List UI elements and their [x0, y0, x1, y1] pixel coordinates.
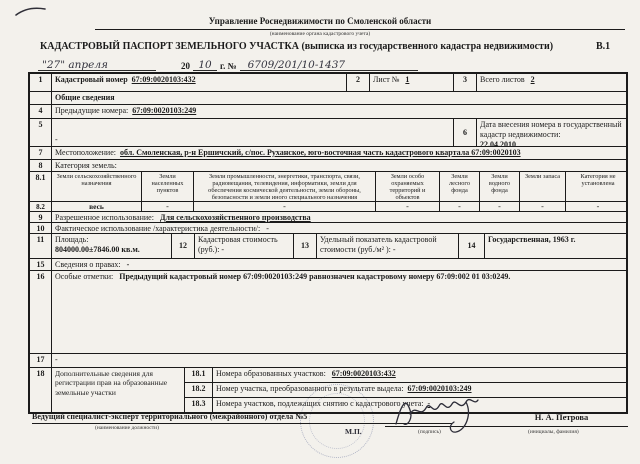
- row-general-info: [30, 92, 626, 105]
- transformed-parcel-value: 67:09:0020103:249: [407, 384, 472, 393]
- year-prefix: 20: [181, 61, 190, 71]
- formed-parcels-label: Номера образованных участков:: [216, 369, 326, 378]
- subrow-18-1: [185, 368, 626, 383]
- row-number: 5: [30, 119, 52, 146]
- row-category-headers: [30, 172, 626, 202]
- entry-date-value: 22.04.2010: [480, 140, 516, 146]
- handwritten-doc-number: 6709/201/10-1437: [240, 60, 418, 72]
- special-notes-value: Предыдущий кадастровый номер 67:09:0020103:249 равнозначен кадастровому номеру 67:09:002 01 03:0249.: [119, 272, 511, 281]
- previous-numbers-value: 67:09:0020103:249: [132, 106, 197, 115]
- total-sheets-value: 2: [530, 75, 535, 84]
- category-col-water: Земли водного фонда: [480, 172, 520, 201]
- category-col-unset: Категория не установлена: [580, 173, 616, 188]
- row-number-empty: [30, 92, 52, 104]
- official-name: Н. А. Петрова: [534, 412, 589, 422]
- org-underline: [95, 29, 625, 30]
- unit-cost-label: Удельный показатель кадастровой стоимости (руб./м² ):: [320, 235, 437, 254]
- entry-date-label: Дата внесения номера в государственный кадастр недвижимости:: [480, 120, 622, 139]
- land-category-label: Категория земель:: [55, 161, 117, 170]
- row-number: 8.2: [30, 202, 52, 211]
- cadastral-number-value: 67:09:0020103:432: [131, 75, 196, 84]
- row-permitted-use: [30, 212, 626, 223]
- row-number: 4: [30, 105, 52, 118]
- row17-value: -: [55, 355, 58, 364]
- actual-use-value: -: [266, 224, 269, 233]
- category-value-protected: -: [376, 202, 440, 211]
- cadastral-cost-value: -: [221, 245, 225, 254]
- row-additional-info: [30, 368, 626, 412]
- row5-dash: -: [55, 135, 58, 144]
- location-label: Местоположение:: [55, 148, 116, 157]
- stamp-place-label: М.П.: [345, 427, 362, 436]
- rights-info-value: -: [126, 260, 130, 269]
- row-number: 9: [30, 212, 52, 222]
- category-col-agriculture: Земли сельскохозяйственного назначения: [52, 172, 142, 201]
- location-cell: [52, 147, 626, 159]
- permitted-use-cell: [52, 212, 626, 222]
- category-col-reserve: Земли запаса: [520, 172, 566, 201]
- rights-info-label: Сведения о правах:: [55, 260, 121, 269]
- unit-cost-value: -: [392, 245, 396, 254]
- entry-date-cell: [477, 119, 630, 146]
- subrow-number: 18.2: [185, 383, 213, 397]
- subrow-number: 18.1: [185, 368, 213, 382]
- row-previous-numbers: [30, 105, 626, 119]
- row-number: 8: [30, 160, 52, 171]
- row-category-values: [30, 202, 626, 212]
- special-notes-cell: [52, 271, 626, 353]
- box-6: 6: [454, 119, 477, 146]
- row-number: 11: [30, 234, 52, 258]
- unit-cost-cell: [317, 234, 459, 258]
- actual-use-label: Фактическое использование /характеристика деятельности/:: [55, 224, 261, 233]
- signature-caption: (подпись): [418, 429, 441, 435]
- signature: [390, 388, 490, 436]
- total-sheets-label: Всего листов: [480, 75, 525, 84]
- position-caption: (наименование должности): [95, 425, 159, 431]
- permitted-use-label: Разрешенное использование:: [55, 213, 154, 222]
- cadastral-number-label: Кадастровый номер: [55, 75, 128, 84]
- handwritten-year: 10: [193, 60, 217, 72]
- formed-parcels-cell: [213, 368, 626, 382]
- name-caption: (инициалы, фамилия): [528, 429, 579, 435]
- box-13: 13: [294, 234, 317, 258]
- area-value: 804000.00±7846.00 кв.м.: [55, 245, 140, 254]
- special-notes-label: Особые отметки:: [55, 272, 114, 281]
- form-code: В.1: [596, 41, 611, 52]
- sheet-label: Лист №: [373, 75, 400, 84]
- category-value-settlements: -: [142, 202, 194, 211]
- row-number: 1: [30, 74, 52, 91]
- row-number: 17: [30, 354, 52, 367]
- additional-info-label: Дополнительные сведения для регистрации прав на образованные земельные участки: [52, 368, 185, 412]
- row-land-category: [30, 160, 626, 172]
- permitted-use-value: Для сельскохозяйственного производства: [159, 213, 311, 222]
- date-line: [38, 55, 598, 71]
- transformed-parcel-label: Номер участка, преобразованного в результате выдела:: [216, 384, 404, 393]
- box-14: 14: [459, 234, 485, 258]
- row-entry-date: [30, 119, 626, 147]
- org-caption: (наименование органа кадастрового учета): [269, 31, 371, 37]
- handwritten-date: "27" апреля: [38, 60, 156, 72]
- general-info-label: Общие сведения: [55, 93, 115, 102]
- row-number: 15: [30, 259, 52, 270]
- cadastral-passport-table: [28, 72, 628, 414]
- category-value-water: -: [480, 202, 520, 211]
- category-value-reserve: -: [520, 202, 566, 211]
- category-col-settlements: Земли населенных пунктов: [142, 172, 194, 201]
- category-value-forest: -: [440, 202, 480, 211]
- row-number: 16: [30, 271, 52, 353]
- category-value-industry: -: [194, 202, 376, 211]
- cadastral-cost-label: Кадастровая стоимость (руб.):: [198, 235, 278, 254]
- document-title: КАДАСТРОВЫЙ ПАСПОРТ ЗЕМЕЛЬНОГО УЧАСТКА (выписка из государственного кадастра недвижимости): [40, 41, 554, 52]
- box-2: 2: [347, 74, 370, 91]
- sheet-cell: [370, 74, 454, 91]
- box-3: 3: [454, 74, 477, 91]
- name-line: [485, 426, 628, 427]
- category-col-protected: Земли особо охраняемых территорий и объектов: [376, 172, 440, 201]
- total-sheets-cell: [477, 74, 630, 91]
- row-number: 8.1: [30, 172, 52, 201]
- box-12: 12: [172, 234, 195, 258]
- row-area-and-cost: [30, 234, 626, 259]
- row-rights-info: [30, 259, 626, 271]
- cadastral-cost-cell: [195, 234, 294, 258]
- category-col-forest: Земли лесного фонда: [440, 172, 480, 201]
- cadastral-number-cell: [52, 74, 347, 91]
- row-actual-use: [30, 223, 626, 234]
- row5-empty-cell: [52, 119, 454, 146]
- area-cell: [52, 234, 172, 258]
- number-sign-label: г. №: [220, 61, 237, 71]
- row-number: 7: [30, 147, 52, 159]
- coordinate-system-value: Государственная, 1963 г.: [488, 235, 576, 244]
- official-position: Ведущий специалист-эксперт территориального (межрайонного) отдела №5: [32, 412, 452, 424]
- previous-numbers-cell: [52, 105, 626, 118]
- row-special-notes: [30, 271, 626, 354]
- subrow-number: 18.3: [185, 398, 213, 412]
- sheet-value: 1: [405, 75, 410, 84]
- org-name: Управление Роснедвижимости по Смоленской области: [208, 16, 432, 26]
- row-location: [30, 147, 626, 160]
- category-value-unset: -: [596, 202, 600, 211]
- row-number: 10: [30, 223, 52, 233]
- row-17: [30, 354, 626, 368]
- formed-parcels-value: 67:09:0020103:432: [331, 369, 396, 378]
- row-number: 18: [30, 368, 52, 412]
- area-label: Площадь:: [55, 235, 89, 244]
- category-col-industry: Земли промышленности, энергетики, транспорта, связи, радиовещания, телевидения, информатики, земли для обеспечения космической деятельности, земли обороны, безопасности и земли иного специального назначения: [194, 172, 376, 201]
- previous-numbers-label: Предыдущие номера:: [55, 106, 129, 115]
- location-value: обл. Смоленская, р-н Ершичский, с/пос. Руханское, юго-восточная часть кадастрового квартала 67:09:0020103: [119, 148, 521, 157]
- row-cadastral-number: [30, 74, 626, 92]
- actual-use-cell: [52, 223, 626, 233]
- removed-parcels-label: Номера участков, подлежащих снятию с кадастрового учета:: [216, 399, 424, 408]
- rights-info-cell: [52, 259, 626, 270]
- category-value-agriculture: весь: [52, 202, 142, 211]
- removed-parcels-value: -: [427, 399, 431, 408]
